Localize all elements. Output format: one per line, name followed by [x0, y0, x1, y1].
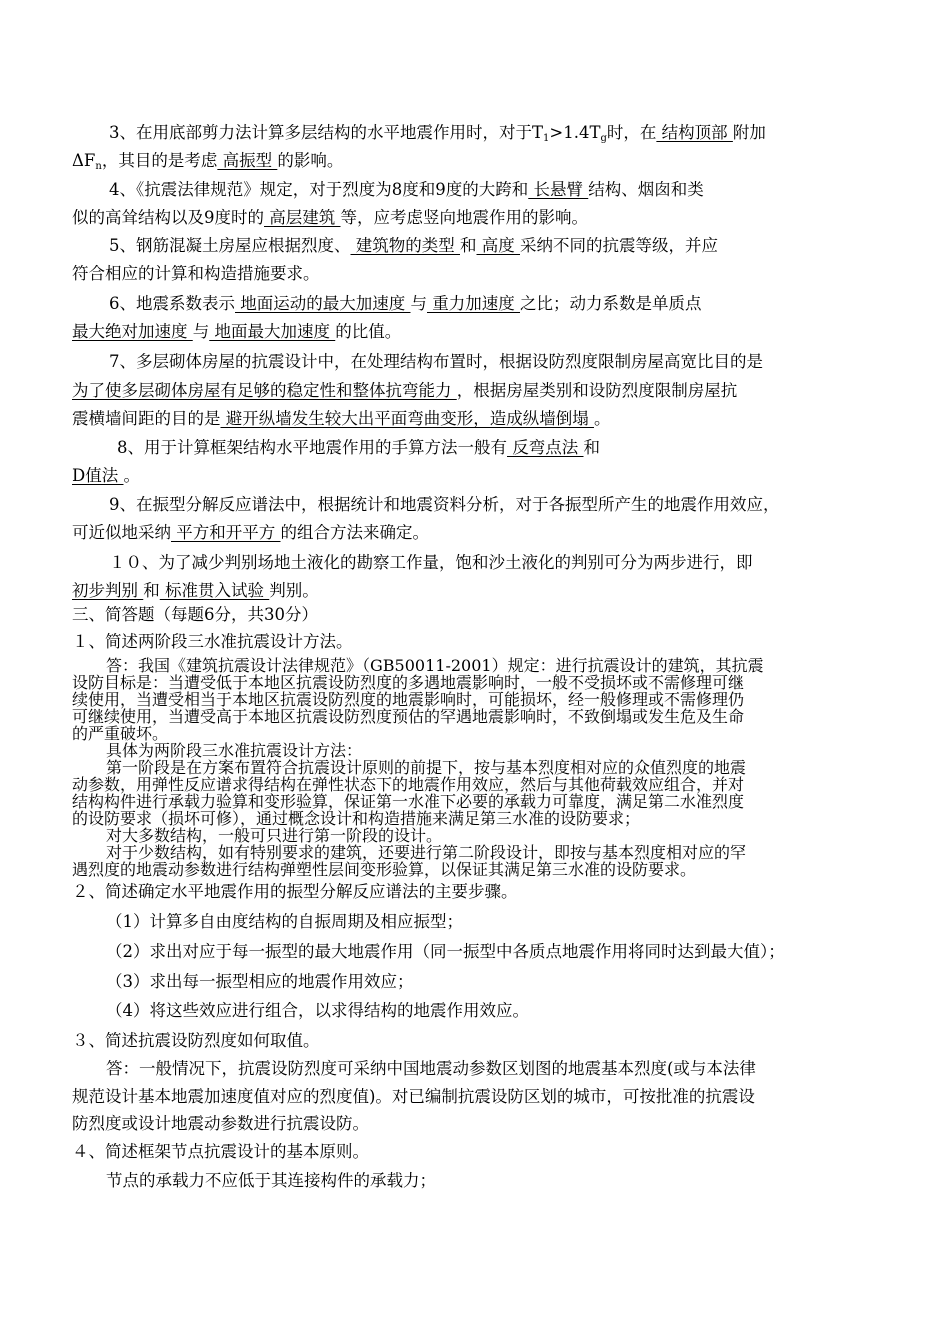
- s3-line-2: 防烈度或设计地震动参数进行抗震设防。: [72, 1114, 369, 1133]
- q9-text-a: 9、在振型分解反应谱法中，根据统计和地震资料分析，对于各振型所产生的地震作用效应，: [109, 495, 780, 514]
- q7-text-b: ，根据房屋类别和设防烈度限制房屋抗: [456, 381, 738, 400]
- q5-line-1: [109, 236, 718, 256]
- q5-blank-2: 高度: [476, 236, 520, 255]
- q5-text-c: 采纳不同的抗震等级，并应: [520, 236, 718, 255]
- q7-text-a: 7、多层砌体房屋的抗震设计中，在处理结构布置时，根据设防烈度限制房屋高宽比目的是: [109, 352, 763, 371]
- s2-step-4: （4）将这些效应进行组合，以求得结构的地震作用效应。: [106, 1001, 529, 1020]
- q8-blank-2: D值法: [72, 466, 124, 485]
- q3-text-e: ΔF: [72, 151, 96, 170]
- q7-line-2: [72, 381, 737, 401]
- s2-step-3: （3）求出每一振型相应的地震作用效应；: [106, 972, 414, 991]
- q6-text-a: 6、地震系数表示: [109, 294, 235, 313]
- q9-text-b: 可近似地采纳: [72, 523, 171, 542]
- q3-blank-2: 高振型: [217, 151, 278, 170]
- q9-blank-1: 平方和开平方: [171, 523, 281, 542]
- q4-line-2: [72, 208, 588, 228]
- q7-blank-2: 避开纵墙发生较大出平面弯曲变形，造成纵墙倒塌: [220, 409, 594, 428]
- s1-line-7: 动参数，用弹性反应谱求得结构在弹性状态下的地震作用效应，然后与其他荷载效应组合，并对: [72, 775, 745, 794]
- q8-text-a: 8、用于计算框架结构水平地震作用的手算方法一般有: [117, 438, 507, 457]
- section-3-heading: 三、简答题（每题6分，共30分）: [72, 605, 318, 624]
- q4-text-a: 4、《抗震法律规范》规定，对于烈度为8度和9度的大跨和: [109, 180, 529, 199]
- s1-line-5: 具体为两阶段三水准抗震设计方法：: [106, 741, 363, 760]
- q8-line-1: [117, 438, 600, 458]
- q6-line-1: [109, 294, 702, 314]
- q6-text-c: 之比；动力系数是单质点: [520, 294, 702, 313]
- s1-line-2: 续使用，当遭受相当于本地区抗震设防烈度的地震影响时，可能损坏，经一般修理或不需修理仍: [72, 690, 745, 709]
- q5-line-2: [72, 264, 320, 284]
- q9-line-2: [72, 523, 429, 543]
- q3-sub-n: n: [95, 161, 102, 172]
- q7-blank-1b: 为了使多层砌体房屋有足够的稳定性和整体抗弯能力: [72, 381, 457, 400]
- q6-blank-1: 地面运动的最大加速度: [235, 294, 411, 313]
- q3-text-f: ，其目的是考虑: [101, 151, 218, 170]
- s3-title: ３、简述抗震设防烈度如何取值。: [72, 1031, 320, 1050]
- s2-step-2: （2）求出对应于每一振型的最大地震作用（同一振型中各质点地震作用将同时达到最大值）；: [106, 942, 785, 961]
- q7-text-c: 震横墙间距的目的是: [72, 409, 221, 428]
- q3-line-1: [109, 123, 766, 149]
- q6-text-e: 的比值。: [335, 322, 402, 341]
- q3-text-b: >1.4T: [549, 123, 601, 142]
- q6-blank-3b: 最大绝对加速度: [72, 322, 193, 341]
- s1-line-3: 可继续使用，当遭受高于本地区抗震设防烈度预估的罕遇地震影响时，不致倒塌或发生危及生命: [72, 707, 745, 726]
- q8-text-b: 和: [583, 438, 600, 457]
- q5-text-a: 5、钢筋混凝土房屋应根据烈度、: [109, 236, 351, 255]
- s1-line-8: 结构构件进行承载力验算和变形验算，保证第一水准下必要的承载力可靠度，满足第二水准烈度: [72, 792, 745, 811]
- q5-blank-1: 建筑物的类型: [350, 236, 460, 255]
- q3-line-2: [72, 151, 343, 177]
- q10-text-a: １０、为了减少判别场地土液化的勘察工作量，饱和沙土液化的判别可分为两步进行，即: [109, 553, 753, 572]
- q6-blank-4: 地面最大加速度: [209, 322, 336, 341]
- q9-text-c: 的组合方法来确定。: [280, 523, 429, 542]
- q3-sub-1: 1: [543, 133, 550, 144]
- q8-blank-1: 反弯点法: [507, 438, 584, 457]
- s4-line-0: 节点的承载力不应低于其连接构件的承载力；: [106, 1171, 436, 1190]
- q8-text-c: 。: [123, 466, 140, 485]
- q5-text-b: 和: [460, 236, 477, 255]
- q6-blank-2: 重力加速度: [427, 294, 520, 313]
- s1-line-1: 设防目标是：当遭受低于本地区抗震设防烈度的多遇地震影响时，一般不受损坏或不需修理可继: [72, 673, 745, 692]
- q4-blank-1: 长悬臂: [528, 180, 589, 199]
- s3-line-1: 规范设计基本地震加速度值对应的烈度值)。对已编制抗震设防区划的城市，可按批准的抗震设: [72, 1087, 755, 1106]
- q6-text-d: 与: [192, 322, 210, 341]
- q4-blank-2: 高层建筑: [264, 208, 341, 227]
- q10-text-c: 判别。: [269, 581, 319, 600]
- s4-title: ４、简述框架节点抗震设计的基本原则。: [72, 1142, 369, 1161]
- q3-sub-g: g: [600, 133, 607, 144]
- q7-line-3: [72, 409, 611, 429]
- s1-line-10: 对大多数结构，一般可只进行第一阶段的设计。: [106, 826, 443, 845]
- q10-line-2: [72, 581, 319, 601]
- s1-line-4: 的严重破坏。: [72, 724, 169, 743]
- s1-line-12: 遇烈度的地震动参数进行结构弹塑性层间变形验算，以保证其满足第三水准的设防要求。: [72, 860, 697, 879]
- q3-text-c: 时，在: [606, 123, 657, 142]
- q4-text-d: 等，应考虑竖向地震作用的影响。: [340, 208, 588, 227]
- s3-line-0: 答：一般情况下，抗震设防烈度可采纳中国地震动参数区划图的地震基本烈度(或与本法律: [106, 1059, 756, 1078]
- q9-line-1: [109, 495, 780, 515]
- s2-step-1: （1）计算多自由度结构的自振周期及相应振型；: [106, 912, 463, 931]
- q4-text-b: 结构、烟囱和类: [588, 180, 704, 199]
- s1-line-0: 答：我国《建筑抗震设计法律规范》（GB50011-2001）规定：进行抗震设计的建筑，其抗震: [106, 656, 764, 675]
- q3-blank-1: 结构顶部: [656, 123, 733, 142]
- q10-blank-2: 标准贯入试验: [159, 581, 270, 600]
- q10-line-1: [109, 553, 753, 573]
- q4-line-1: [109, 180, 704, 200]
- q4-text-c: 似的高耸结构以及9度时的: [72, 208, 264, 227]
- q3-text-a: 3、在用底部剪力法计算多层结构的水平地震作用时，对于T: [109, 123, 544, 142]
- q6-text-b: 与: [410, 294, 427, 313]
- q10-blank-1b: 初步判别: [72, 581, 144, 600]
- q10-text-b: 和: [143, 581, 160, 600]
- q3-text-g: 的影响。: [277, 151, 344, 170]
- s1-line-6: 第一阶段是在方案布置符合抗震设计原则的前提下，按与基本烈度相对应的众值烈度的地震: [106, 758, 747, 777]
- s2-title: ２、简述确定水平地震作用的振型分解反应谱法的主要步骤。: [72, 882, 518, 901]
- q8-line-2: [72, 466, 140, 486]
- q3-text-d: 附加: [732, 123, 766, 142]
- s1-line-9: 的设防要求（损坏可修），通过概念设计和构造措施来满足第三水准的设防要求；: [72, 809, 641, 828]
- s1-title: １、简述两阶段三水准抗震设计方法。: [72, 632, 353, 651]
- q5-text-d: 符合相应的计算和构造措施要求。: [72, 264, 320, 283]
- q6-line-2: [72, 322, 401, 342]
- q7-line-1: [109, 352, 763, 372]
- q7-text-d: 。: [594, 409, 611, 428]
- s1-line-11: 对于少数结构，如有特别要求的建筑，还要进行第二阶段设计，即按与基本烈度相对应的罕: [106, 843, 747, 862]
